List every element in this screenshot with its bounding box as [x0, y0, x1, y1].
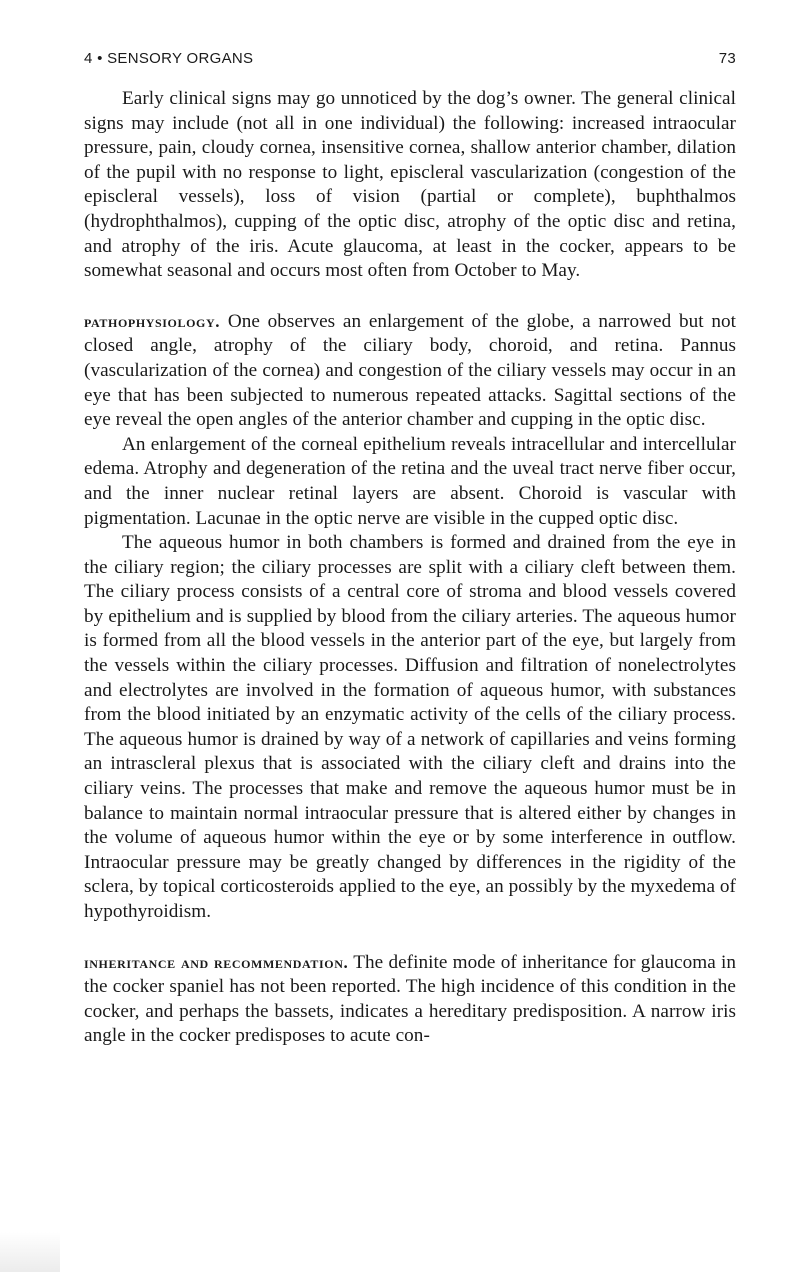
body-text [84, 87, 736, 1049]
paragraph-corneal-epithelium: An enlargement of the corneal epithelium reveals intracellular and intercellular edema. Atrophy and degeneration of the retina and the uveal tract nerve fiber occur, and the inner nuclear retinal layers are absent. Choroid is vascular with pigmentation. Lacunae in the optic nerve are visible in the cupped optic disc. [84, 433, 736, 529]
paragraph-pathophysiology [84, 310, 736, 433]
chapter-title: 4 • SENSORY ORGANS [84, 50, 254, 67]
heading-inheritance: inheritance and recommendation. [84, 952, 349, 972]
paragraph-inheritance-text: The definite mode of inheritance for glaucoma in the cocker spaniel has not been reported. The high incidence of this condition in the cocker, and perhaps the bassets, indicates a hereditary predisposition. A narrow iris angle in the cocker predisposes to acute con- [84, 951, 737, 1047]
page-number: 73 [718, 50, 736, 67]
heading-pathophysiology: pathophysiology. [84, 311, 221, 331]
paragraph-inheritance [84, 951, 736, 1049]
book-page [84, 50, 736, 1049]
paragraph-pathophysiology-text: One observes an enlargement of the globe, a narrowed but not closed angle, atrophy of the ciliary body, choroid, and retina. Pannus (vascularization of the cornea) and congestion of the ciliary vessels may occur in an eye that has been subjected to numerous repeated attacks. Sagittal sections of the eye reveal the open angles of the anterior chamber and cupping in the optic disc. [84, 310, 736, 431]
paragraph-clinical-signs: Early clinical signs may go unnoticed by the dog’s owner. The general clinical signs may include (not all in one individual) the following: increased intraocular pressure, pain, cloudy cornea, insensitive cornea, shallow anterior chamber, dilation of the pupil with no response to light, episcleral vascularization (congestion of the episcleral vessels), loss of vision (partial or complete), buphthalmos (hydrophthalmos), cupping of the optic disc, atrophy of the optic disc and retina, and atrophy of the iris. Acute glaucoma, at least in the cocker, appears to be somewhat seasonal and occurs most often from October to May. [84, 88, 736, 282]
running-head [84, 50, 736, 67]
paragraph-aqueous-humor: The aqueous humor in both chambers is formed and drained from the eye in the ciliary region; the ciliary processes are split with a ciliary cleft between them. The ciliary process consists of a central core of stroma and blood vessels covered by epithelium and is supplied by blood from the ciliary arteries. The aqueous humor is formed from all the blood vessels in the anterior part of the eye, but largely from the vessels within the ciliary processes. Diffusion and filtration of nonelectrolytes and electrolytes are involved in the formation of aqueous humor, with substances from the blood initiated by an enzymatic activity of the cells of the ciliary process. The aqueous humor is drained by way of a network of capillaries and veins forming an intrascleral plexus that is associated with the ciliary cleft and drains into the ciliary veins. The processes that make and remove the aqueous humor must be in balance to maintain normal intraocular pressure that is altered either by changes in the volume of aqueous humor within the eye or by some interference in outflow. Intraocular pressure may be greatly changed by differences in the rigidity of the sclera, by topical corticosteroids applied to the eye, an possibly by the myxedema of hypothyroidism. [84, 532, 736, 922]
scan-shadow [0, 1232, 60, 1272]
